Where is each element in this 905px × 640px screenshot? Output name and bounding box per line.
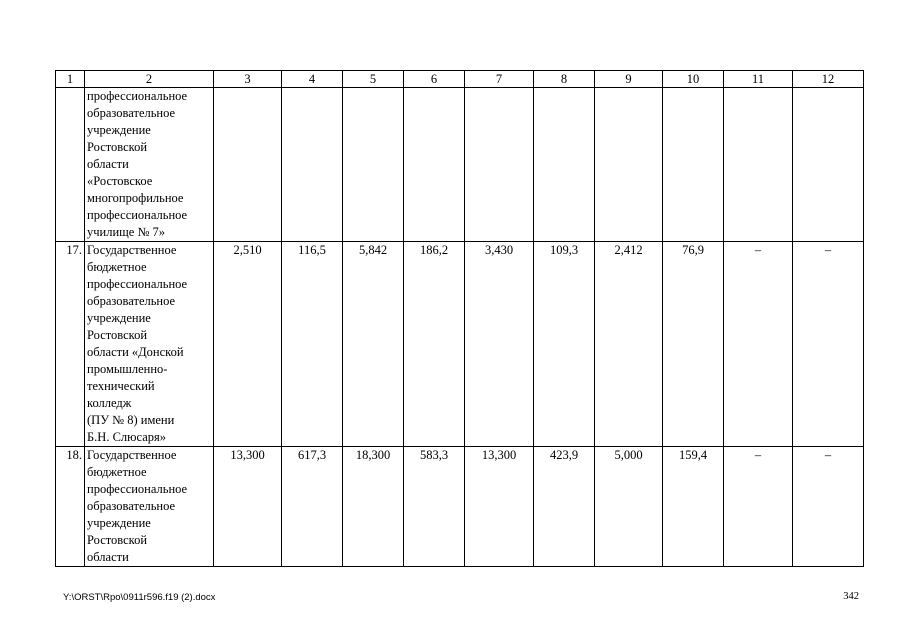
institution-name-line: бюджетное	[87, 465, 147, 479]
institution-name	[85, 88, 214, 242]
value-cell-col-3	[214, 88, 282, 242]
institution-name-line: технический	[87, 379, 155, 393]
institution-name-line: учреждение	[87, 516, 151, 530]
value-cell-col-5: 5,842	[343, 242, 404, 447]
file-path: Y:\ORST\Rpo\0911r596.f19 (2).docx	[63, 592, 216, 603]
value-cell-col-10: 159,4	[663, 447, 724, 567]
value-cell-col-8: 109,3	[534, 242, 595, 447]
row-number: 17.	[56, 242, 85, 447]
institution-name	[85, 447, 214, 567]
institution-name-line: Государственное	[87, 243, 177, 257]
institution-name-line: образовательное	[87, 294, 176, 308]
institution-name-line: профессиональное	[87, 482, 188, 496]
institution-name-line: многопрофильное	[87, 191, 184, 205]
value-cell-col-7	[465, 88, 534, 242]
value-cell-col-10	[663, 88, 724, 242]
value-cell-col-10: 76,9	[663, 242, 724, 447]
row-number: 18.	[56, 447, 85, 567]
value-cell-col-6	[404, 88, 465, 242]
value-cell-col-9: 2,412	[595, 242, 663, 447]
column-header-4: 4	[282, 71, 343, 88]
table-body	[56, 88, 864, 567]
page-number: 342	[843, 591, 859, 602]
institution-name-line: «Ростовское	[87, 174, 153, 188]
row-number	[56, 88, 85, 242]
value-cell-col-7: 13,300	[465, 447, 534, 567]
institution-name-line: Б.Н. Слюсаря»	[87, 430, 166, 444]
column-header-6: 6	[404, 71, 465, 88]
institution-name-line: образовательное	[87, 106, 176, 120]
institution-name-line: области	[87, 550, 129, 564]
column-header-1: 1	[56, 71, 85, 88]
value-cell-col-11: –	[724, 447, 793, 567]
value-cell-col-6: 186,2	[404, 242, 465, 447]
institution-name-line: области	[87, 157, 129, 171]
value-cell-col-6: 583,3	[404, 447, 465, 567]
value-cell-col-4: 617,3	[282, 447, 343, 567]
institution-name-line: профессиональное	[87, 208, 188, 222]
value-cell-col-3: 2,510	[214, 242, 282, 447]
institution-name-line: профессиональное	[87, 277, 188, 291]
value-cell-col-12: –	[793, 447, 864, 567]
column-header-7: 7	[465, 71, 534, 88]
institution-name-line: Ростовской	[87, 328, 148, 342]
value-cell-col-9	[595, 88, 663, 242]
value-cell-col-9: 5,000	[595, 447, 663, 567]
value-cell-col-8: 423,9	[534, 447, 595, 567]
value-cell-col-5	[343, 88, 404, 242]
value-cell-col-11	[724, 88, 793, 242]
column-header-11: 11	[724, 71, 793, 88]
table-row	[56, 447, 864, 567]
institution-name-line: бюджетное	[87, 260, 147, 274]
header-row	[56, 71, 864, 88]
column-header-8: 8	[534, 71, 595, 88]
value-cell-col-3: 13,300	[214, 447, 282, 567]
column-header-3: 3	[214, 71, 282, 88]
column-header-2: 2	[85, 71, 214, 88]
institution-name-line: образовательное	[87, 499, 176, 513]
institution-name-line: Ростовской	[87, 140, 148, 154]
institution-name-line: промышленно-	[87, 362, 168, 376]
institution-name-line: профессиональное	[87, 89, 188, 103]
table-row	[56, 88, 864, 242]
column-header-12: 12	[793, 71, 864, 88]
value-cell-col-11: –	[724, 242, 793, 447]
institution-name-line: училище № 7»	[87, 225, 166, 239]
institution-name-line: колледж	[87, 396, 132, 410]
institution-name-line: (ПУ № 8) имени	[87, 413, 175, 427]
column-header-10: 10	[663, 71, 724, 88]
value-cell-col-8	[534, 88, 595, 242]
institution-name-line: учреждение	[87, 123, 151, 137]
value-cell-col-7: 3,430	[465, 242, 534, 447]
value-cell-col-5: 18,300	[343, 447, 404, 567]
column-header-9: 9	[595, 71, 663, 88]
table-row	[56, 242, 864, 447]
institution-name	[85, 242, 214, 447]
institution-name-line: Ростовской	[87, 533, 148, 547]
value-cell-col-12	[793, 88, 864, 242]
institution-name-line: учреждение	[87, 311, 151, 325]
value-cell-col-4	[282, 88, 343, 242]
value-cell-col-4: 116,5	[282, 242, 343, 447]
institution-name-line: области «Донской	[87, 345, 184, 359]
data-table	[55, 70, 864, 567]
value-cell-col-12: –	[793, 242, 864, 447]
institution-name-line: Государственное	[87, 448, 177, 462]
column-header-5: 5	[343, 71, 404, 88]
